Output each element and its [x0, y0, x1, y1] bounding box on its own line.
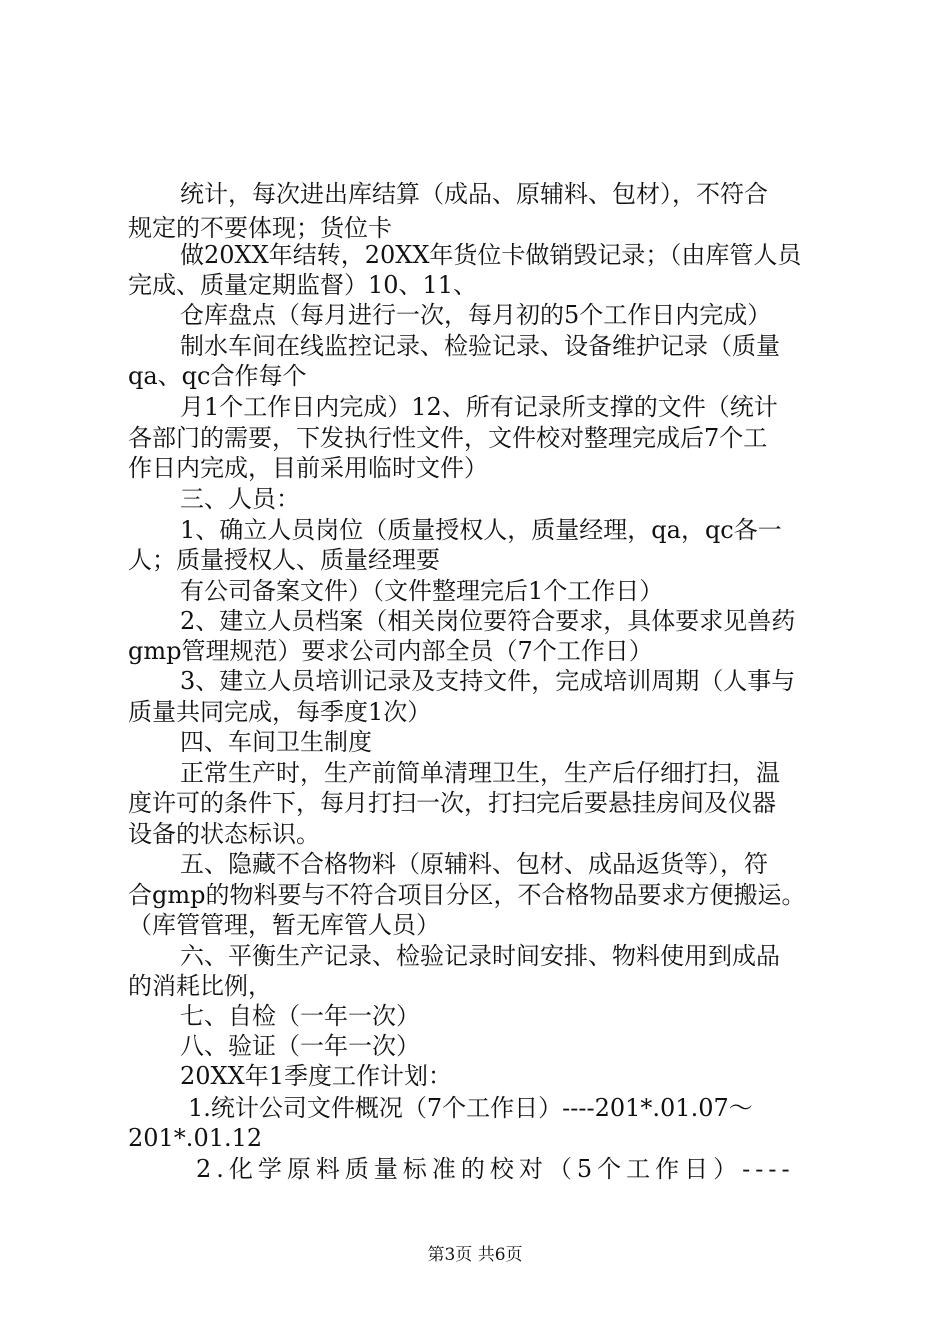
- paragraph-line: 2、建立人员档案（相关岗位要符合要求，具体要求见兽药: [180, 607, 796, 635]
- paragraph-line: 3、建立人员培训记录及支持文件，完成培训周期（人事与: [180, 667, 796, 695]
- paragraph-line: 设备的状态标识。: [128, 820, 320, 848]
- paragraph-line: gmp管理规范）要求公司内部全员（7个工作日）: [128, 637, 653, 665]
- section-heading: 20XX年1季度工作计划：: [180, 1062, 452, 1090]
- paragraph-line: qa、qc合作每个: [128, 362, 307, 390]
- paragraph-line: 作日内完成，目前采用临时文件）: [128, 454, 488, 482]
- section-heading: 四、车间卫生制度: [180, 728, 372, 756]
- paragraph-line: 质量共同完成，每季度1次）: [128, 698, 432, 726]
- section-heading: 七、自检（一年一次）: [180, 1002, 420, 1030]
- paragraph-line: 的消耗比例，: [128, 972, 272, 1000]
- paragraph-line: 合gmp的物料要与不符合项目分区，不合格物品要求方便搬运。: [128, 881, 806, 909]
- section-heading: 五、隐藏不合格物料（原辅料、包材、成品返货等），符: [180, 850, 768, 878]
- paragraph-line: （库管管理，暂无库管人员）: [128, 911, 440, 939]
- paragraph-line: 201*.01.12: [128, 1124, 263, 1152]
- page-number-footer: 第3页 共6页: [427, 1245, 523, 1265]
- section-heading: 三、人员：: [180, 485, 300, 513]
- paragraph-line: 各部门的需要，下发执行性文件，文件校对整理完成后7个工: [128, 424, 768, 452]
- section-heading: 八、验证（一年一次）: [180, 1032, 420, 1060]
- paragraph-line: 人；质量授权人、质量经理要: [128, 546, 440, 574]
- section-heading: 六、平衡生产记录、检验记录时间安排、物料使用到成品: [180, 942, 780, 970]
- paragraph-line: 规定的不要体现；货位卡: [128, 214, 392, 242]
- paragraph-line: 做20XX年结转，20XX年货位卡做销毁记录；（由库管人员: [180, 241, 802, 269]
- paragraph-line: 月1个工作日内完成）12、所有记录所支撑的文件（统计: [180, 393, 778, 421]
- plan-item: 2.化学原料质量标准的校对（5个工作日）----: [196, 1155, 795, 1183]
- paragraph-line: 正常生产时，生产前简单清理卫生，生产后仔细打扫，温: [180, 759, 780, 787]
- paragraph-line: 度许可的条件下，每月打扫一次，打扫完后要悬挂房间及仪器: [128, 789, 776, 817]
- paragraph-line: 制水车间在线监控记录、检验记录、设备维护记录（质量: [180, 332, 780, 360]
- paragraph-line: 统计，每次进出库结算（成品、原辅料、包材），不符合: [180, 180, 768, 208]
- plan-item: 1.统计公司文件概况（7个工作日）----201*.01.07～: [188, 1094, 753, 1122]
- paragraph-line: 完成、质量定期监督）10、11、: [128, 271, 478, 299]
- paragraph-line: 1、确立人员岗位（质量授权人，质量经理，qa，qc各一: [180, 516, 782, 544]
- paragraph-line: 仓库盘点（每月进行一次，每月初的5个工作日内完成）: [180, 301, 772, 329]
- paragraph-line: 有公司备案文件）（文件整理完后1个工作日）: [180, 577, 664, 605]
